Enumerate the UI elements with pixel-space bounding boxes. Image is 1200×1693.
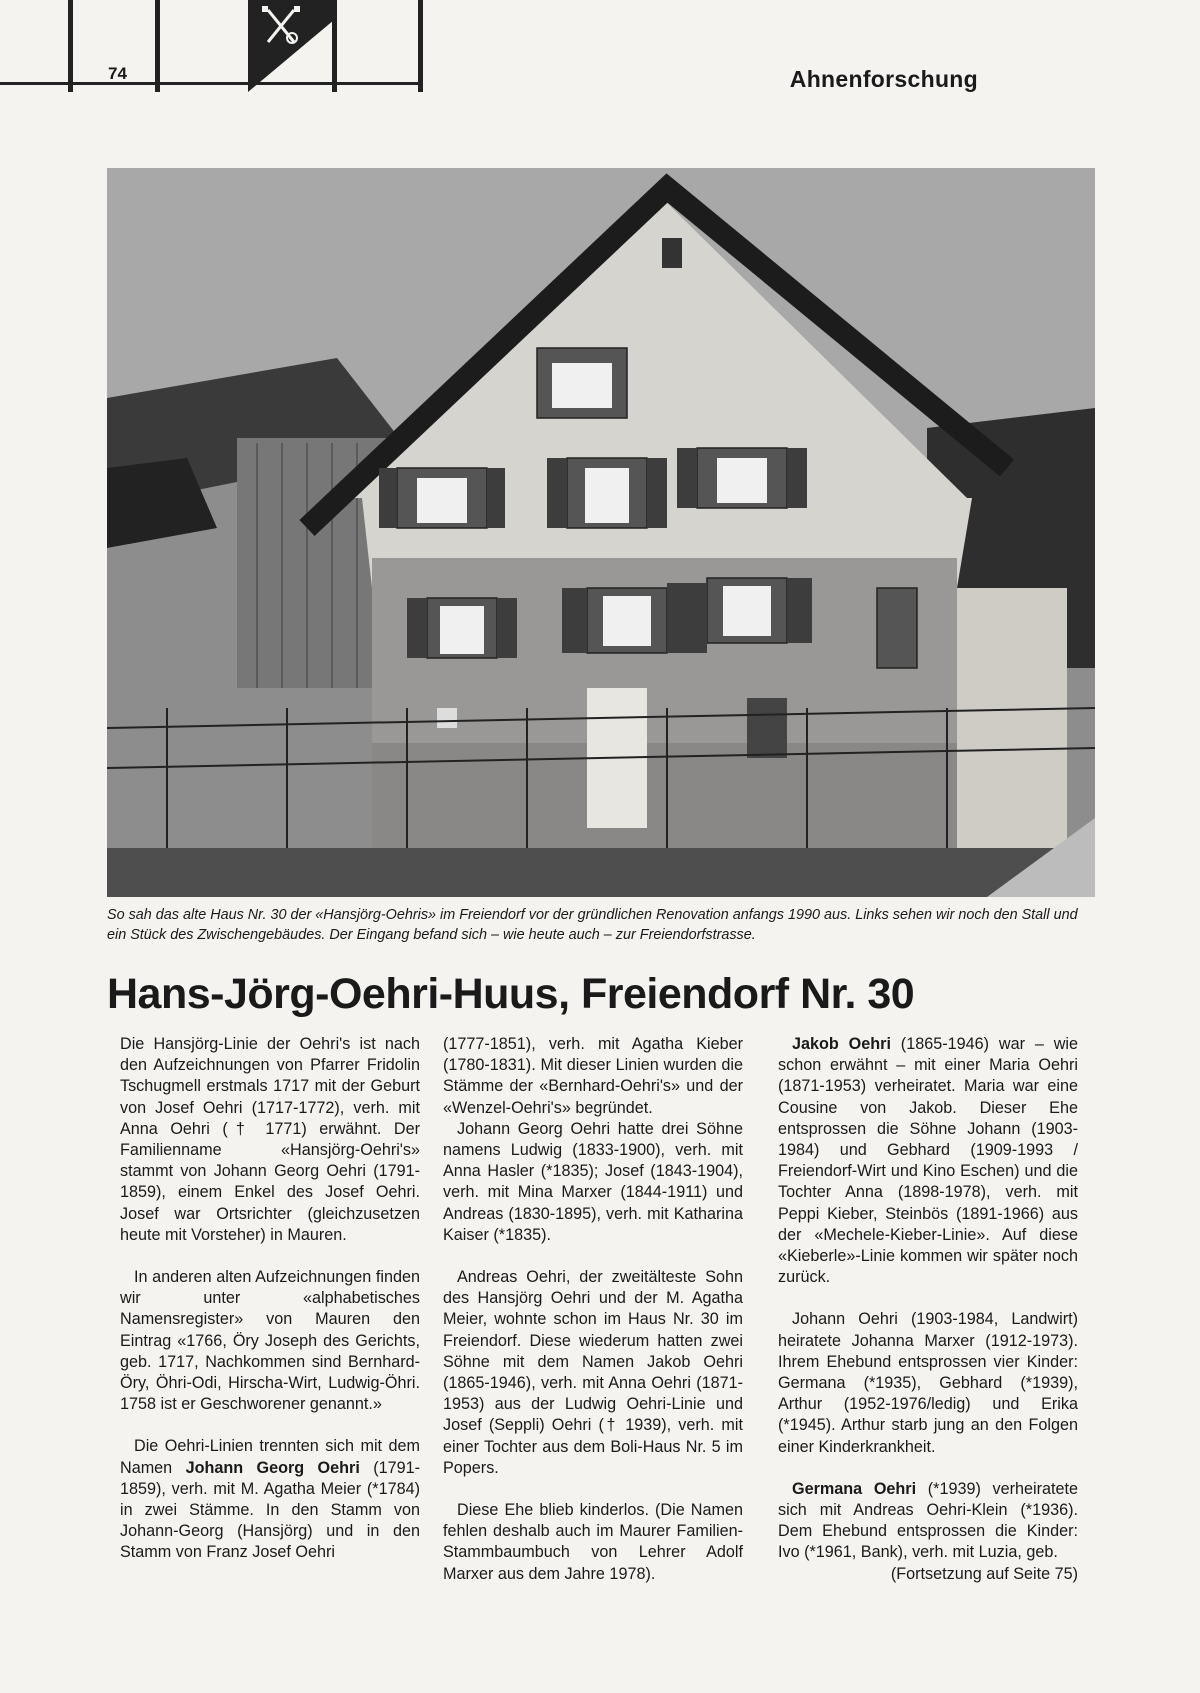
paragraph-text: Die Oehri-Linien trennten sich mit dem Namen bbox=[120, 1437, 420, 1477]
article-column-3 bbox=[778, 1034, 1078, 1585]
coat-of-arms-icon bbox=[248, 0, 334, 92]
house-photo bbox=[107, 168, 1095, 897]
photo-caption: So sah das alte Haus Nr. 30 der «Hansjörg-Oehris» im Freiendorf vor der gründlichen Renovation anfangs 1990 aus. Links sehen wir noch den Stall und ein Stück des Zwischengebäudes. Der Eingang befand sich – wie heute auch – zur Freiendorfstrasse. bbox=[107, 907, 1078, 943]
paragraph bbox=[120, 1436, 420, 1563]
continuation-note: (Fortsetzung auf Seite 75) bbox=[890, 1564, 1078, 1583]
paragraph-text: (1791-1859), verh. mit M. Agatha Meier (*1784) in zwei Stämme. In den Stamm von Johann-Georg (Hansjörg) und in den Stamm von Franz Josef Oehri bbox=[120, 1458, 420, 1562]
article-title: Hans-Jörg-Oehri-Huus, Freiendorf Nr. 30 bbox=[107, 970, 915, 1018]
page-header bbox=[0, 0, 1200, 100]
article-column-2 bbox=[443, 1034, 743, 1585]
paragraph-text: (*1939) verheiratete sich mit Andreas Oehri-Klein (*1936). Dem Ehebund entsprossen die Kinder: Ivo (*1961, Bank), verh. mit Luzia, geb. bbox=[778, 1479, 1078, 1562]
paragraph: (1777-1851), verh. mit Agatha Kieber (1780-1831). Mit dieser Linien wurden die Stämme der «Bernhard-Oehri's» und der «Wenzel-Oehri's» begründet. bbox=[443, 1035, 743, 1117]
header-rule bbox=[155, 0, 160, 92]
paragraph-text: (1865-1946) war – wie schon erwähnt – mit einer Maria Oehri (1871-1953) verheiratet. Maria war eine Cousine von Jakob. Dieser Ehe entsprossen die Söhne Johann (1903-1984) und Gebhard (1909-1993 / Freiendorf-Wirt und Kino Eschen) und die Tochter Anna (1898-1978), verh. mit Peppi Kieber, Steinbös (1891-1966) aus der «Mechele-Kieber-Linie». Auf diese «Kieberle»-Linie kommen wir später noch zurück. bbox=[778, 1035, 1078, 1287]
header-rule bbox=[68, 0, 73, 92]
person-name: Germana Oehri bbox=[792, 1479, 917, 1498]
article-column-1 bbox=[120, 1034, 420, 1564]
paragraph: Johann Oehri (1903-1984, Landwirt) heiratete Johanna Marxer (1912-1973). Ihrem Ehebund entsprossen vier Kinder: Germana (*1935), Gebhard (*1939), Arthur (1952-1976/ledig) und Erika (*1945). Arthur starb jung an den Folgen einer Kinderkrankheit. bbox=[778, 1310, 1078, 1456]
person-name: Jakob Oehri bbox=[792, 1035, 891, 1053]
person-name: Johann Georg Oehri bbox=[185, 1458, 360, 1477]
paragraph: Andreas Oehri, der zweitälteste Sohn des Hansjörg Oehri und der M. Agatha Meier, wohnte schon im Haus Nr. 30 im Freiendorf. Diese wiederum hatten zwei Söhne mit dem Namen Jakob Oehri (1865-1946), verh. mit Anna Oehri (1871-1953) aus der Ludwig Oehri-Linie und Josef (Seppli) Oehri († 1939), verh. mit einer Tochter aus dem Boli-Haus Nr. 5 im Popers. bbox=[443, 1268, 743, 1477]
paragraph: Johann Georg Oehri hatte drei Söhne namens Ludwig (1833-1900), verh. mit Anna Hasler (*1835); Josef (1843-1904), verh. mit Mina Marxer (1844-1911) und Andreas (1830-1895), verh. mit Katharina Kaiser (*1835). bbox=[443, 1119, 743, 1244]
section-title: Ahnenforschung bbox=[789, 66, 978, 92]
paragraph bbox=[778, 1479, 1078, 1564]
paragraph: Die Hansjörg-Linie der Oehri's ist nach den Aufzeichnungen von Pfarrer Fridolin Tschugmell erstmals 1717 mit der Geburt von Josef Oehri (1717-1772), verh. mit Anna Oehri († 1771) erwähnt. Der Familienname «Hansjörg-Oehri's» stammt von Johann Georg Oehri (1791-1859), einem Enkel des Josef Oehri. Josef war Ortsrichter (gleichzusetzen heute mit Vorsteher) in Mauren. bbox=[120, 1035, 420, 1244]
page-number: 74 bbox=[108, 64, 127, 83]
header-rule bbox=[418, 0, 423, 92]
header-rule bbox=[0, 82, 420, 85]
paragraph bbox=[778, 1034, 1078, 1288]
paragraph: In anderen alten Aufzeichnungen finden wir unter «alphabetisches Namensregister» von Mauren den Eintrag «1766, Öry Joseph des Gerichts, geb. 1717, Nachkommen sind Bernhard-Öry, Öhri-Odi, Hirscha-Wirt, Ludwig-Öhri. 1758 ist er Geschworener genannt.» bbox=[120, 1268, 420, 1414]
house-illustration bbox=[107, 168, 1095, 897]
paragraph: Diese Ehe blieb kinderlos. (Die Namen fehlen deshalb auch im Maurer Familien-Stammbaumbuch von Lehrer Adolf Marxer aus dem Jahre 1978). bbox=[443, 1501, 743, 1583]
